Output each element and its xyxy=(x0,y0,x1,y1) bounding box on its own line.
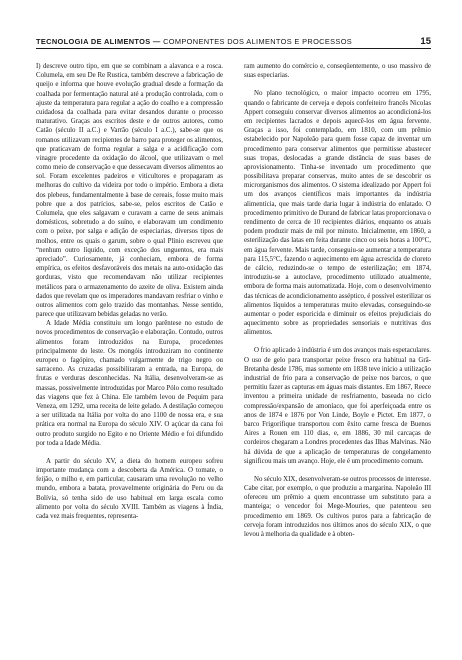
left-column xyxy=(36,62,223,539)
header-rule xyxy=(36,48,431,49)
paragraph: No plano tecnológico, o maior impacto ocorreu em 1795, quando o fabricante de cerveja e depois confeiteiro francês Nicolas Appert conseguiu conservar diversos alimentos ao acondicioná-los em recipientes lacrados e depois aquecê-los em água fervente. Graças a isso, foi contemplado, em 1810, com um prêmio estabelecido por Napoleão para quem fosse capaz de inventar um procedimento para conservar alimentos que permitisse abastecer suas tropas, deslocadas a grande distância de suas bases de aprovisionamento. Tinha-se inventado um procedimento que possibilitava preparar conservas, muito antes de se descobrir os microrganismos dos alimentos. O sistema idealizado por Appert foi um dos avanços científicos mais importantes da indústria alimentícia, que mais tarde daria lugar à indústria do enlatado. O procedimento primitivo de Durand de fabricar latas proporcionava o rendimento de cerca de 10 recipientes diários, enquanto os atuais podem produzir mais de mil por minuto. Inicialmente, em 1860, a esterilização das latas em feita durante cinco ou seis horas a 100°C, em água fervente. Mais tarde, conseguiu-se aumentar a temperatura para 115,5°C, fazendo o aquecimento em água acrescida de cloreto de cálcio, reduzindo-se o tempo de esterilização; em 1874, introduziu-se a autoclave, procedimento utilizado atualmente, embora de forma mais automatizada. Hoje, com o desenvolvimento das técnicas de acondicionamento asséptico, é possível esterilizar os alimentos líquidos a temperaturas muito elevadas, conseguindo-se aumentar o poder esporicida e diminuir os efeitos prejudiciais do aquecimento sobre as propriedades sensoriais e nutritivas dos alimentos. xyxy=(244,90,431,337)
page-number: 15 xyxy=(420,36,431,47)
running-head xyxy=(36,37,352,46)
paragraph: A partir do século XV, a dieta do homem europeu sofreu importante mudança com a descoberta da América. O tomate, o feijão, o milho e, em particular, causaram uma revolução no velho mundo, embora a batata, provavelmente originária do Peru ou da Bolívia, só tenha sido de uso habitual em larga escala como alimento por volta do século XVIII. Também as viagens à Índia, cada vez mais frequentes, representa- xyxy=(36,457,223,520)
paragraph: No século XIX, desenvolveram-se outros processos de interesse. Cabe citar, por exemplo, o que produziu a margarina. Napoleão III ofereceu um prêmio a quem encontrasse um substituto para a manteiga; o vencedor foi Mege-Mouries, que patenteou seu procedimento em 1869. Os cultivos puros para a fabricação de cerveja foram introduzidos nos últimos anos do século XIX, o que levou à melhoria da qualidade e à obten- xyxy=(244,475,431,538)
paragraph: ram aumento do comércio e, conseqüentemente, o uso massivo de suas especiarias. xyxy=(244,63,431,80)
paragraph: I) descreve outro tipo, em que se combinam a alavanca e a rosca. Columela, em seu De Re Rustica, também descreve a fabricação de queijo e informa que houve evolução gradual desde a formação da coalhada por fermentação natural até a produção controlada, com o ajuste da temperatura para regular a ação do coalho e a compressão cuidadosa da coalhada para evitar desandos durante o processo maturativo. Graças aos escritos deste e de outros autores, como Catão (século II a.C.) e Varrão (século I a.C.), sabe-se que os romanos utilizavam recipientes de barro para proteger os alimentos, que praticavam de forma regular a salga e a acidificação com vinagre procedente da oxidação do álcool, que utilizavam o mel como meio de conservação e que dessecavam diversos alimentos ao sol. Foram excelentes padeiros e viticultores e propagaram as melhoras do cultivo da videira por todo o império. Embora a dieta dos plebeus, fundamentalmente à base de cereais, fosse muito mais pobre que a dos patrícios, sabe-se, pelos escritos de Catão e Columela, que eles salgavam e curavam a carne de seus animais domésticos, sobretudo a do suíno, e elaboravam um condimento com o peixe, por salga e adição de especiarias, diversos tipos de molhos, entre os quais o garum, sobre o qual Plínio escreveu que “nenhum outro líquido, com exceção dos unguentos, era mais apreciado”. Curiosamente, já conheciam, embora de forma empírica, os efeitos desfavoráveis dos metais na auto-oxidação das gorduras, visto que recomendavam não utilizar recipientes metálicos para o armazenamento do azeite de oliva. Existem ainda dados que revelam que os imperadores mandavam resfriar o vinho e outros alimentos com gelo trazido das montanhas. Nesse sentido, parece que utilizavam bebidas geladas no verão. xyxy=(36,63,223,319)
page-header xyxy=(36,36,431,47)
running-head-subsection: COMPONENTES DOS ALIMENTOS E PROCESSOS xyxy=(163,37,353,46)
paragraph: O frio aplicado à indústria é um dos avanços mais espetaculares. O uso de gelo para transportar peixe fresco era habitual na Grã-Bretanha desde 1786, mas somente em 1838 teve início a utilização industrial de frio para a conservação de peixe nos barcos, o que permitiu fazer as capturas em águas mais distantes. Em 1867, Reece inventou a primeira unidade de resfriamento, baseada no ciclo compressão/expansão de amoníaco, que foi aperfeiçoada entre os anos de 1874 e 1876 por Von Linde, Boyle e Pictet. Em 1877, o barco Frigorifique transportou com êxito carne fresca de Buenos Aires a Rouen em 110 dias, e, em 1886, 30 mil carcaças de cordeiros chegaram a Londres procedentes das Ilhas Malvinas. Não há dúvida de que a aplicação de temperaturas de congelamento significou mais um avanço. Hoje, ele é um procedimento comum. xyxy=(244,347,431,465)
text-columns xyxy=(36,62,431,539)
right-column xyxy=(244,62,431,539)
running-head-section: TECNOLOGIA DE ALIMENTOS — xyxy=(36,37,161,46)
paragraph: A Idade Média constituiu um longo parêntese no estudo de novos procedimentos de conservação e elaboração. Contudo, outros alimentos foram introduzidos na Europa, procedentes principalmente do leste. Os mongóis introduziram no continente europeu o fagópiro, chamado vulgarmente de trigo negro ou sarraceno. As cruzadas possibilitaram a entrada, na Europa, de frutas e verduras desconhecidas. Na Itália, desenvolveram-se as massas, possivelmente introduzidas por Marco Pólo como resultado das viagens que fez à China. Ele também levou de Pequim para Veneza, em 1292, uma receita de leite gelado. A destilação começou a ser utilizada na Itália por volta do ano 1100 de nossa era, e sua prática era normal na Europa do século XIV. O açúcar da cana foi outro produto surgido no Egito e no Oriente Médio e foi difundido por toda a Idade Média. xyxy=(36,320,223,447)
